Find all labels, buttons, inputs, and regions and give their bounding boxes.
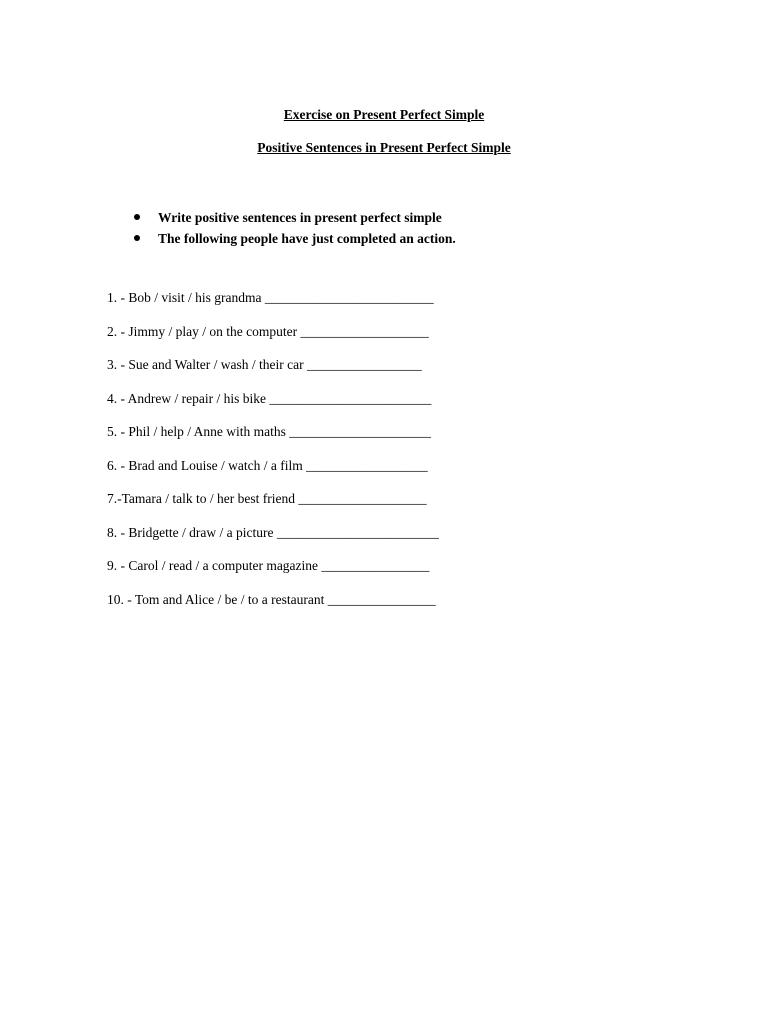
page-title: Exercise on Present Perfect Simple	[283, 107, 485, 122]
exercise-item: 3. - Sue and Walter / wash / their car _________________	[107, 357, 422, 372]
exercise-item: 1. - Bob / visit / his grandma _________________________	[107, 290, 434, 305]
instruction-text: Write positive sentences in present perfect simple	[158, 210, 442, 225]
exercise-item: 6. - Brad and Louise / watch / a film __________________	[107, 457, 428, 473]
bullet-icon	[134, 235, 140, 241]
exercise-item: 4. - Andrew / repair / his bike ________________________	[107, 390, 432, 406]
instruction-item	[134, 228, 456, 249]
page-subtitle: Positive Sentences in Present Perfect Simple	[257, 140, 511, 155]
bullet-icon	[134, 214, 140, 220]
exercise-item: 9. - Carol / read / a computer magazine ________________	[107, 558, 430, 573]
exercise-list	[107, 289, 439, 624]
instruction-list	[134, 207, 456, 249]
instruction-item	[134, 207, 456, 228]
exercise-item: 7.-Tamara / talk to / her best friend ___________________	[107, 491, 427, 506]
exercise-item: 10. - Tom and Alice / be / to a restaurant ________________	[107, 591, 436, 607]
exercise-item: 8. - Bridgette / draw / a picture ________________________	[107, 524, 439, 540]
exercise-item: 5. - Phil / help / Anne with maths _____________________	[107, 424, 431, 439]
exercise-item: 2. - Jimmy / play / on the computer ___________________	[107, 323, 429, 339]
instruction-text: The following people have just completed an action.	[158, 231, 456, 246]
